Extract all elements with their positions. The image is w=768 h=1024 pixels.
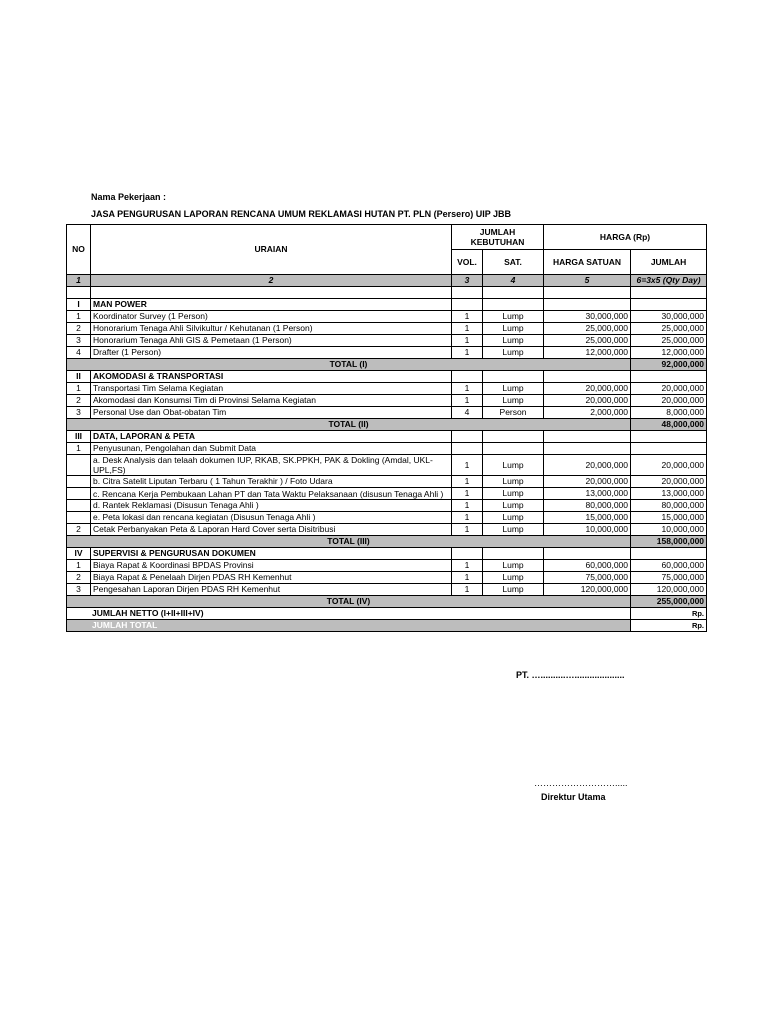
empty-cell (544, 548, 631, 560)
item-volume: 1 (452, 488, 483, 500)
item-unit-price: 10,000,000 (544, 524, 631, 536)
section-number: II (67, 371, 91, 383)
item-description: Akomodasi dan Konsumsi Tim di Provinsi Selama Kegiatan (91, 395, 452, 407)
empty-cell (631, 299, 707, 311)
item-volume: 1 (452, 512, 483, 524)
item-description: Penyusunan, Pengolahan dan Submit Data (91, 443, 452, 455)
item-description: e. Peta lokasi dan rencana kegiatan (Disusun Tenaga Ahli ) (91, 512, 452, 524)
table-row (67, 347, 707, 359)
item-volume: 1 (452, 572, 483, 584)
empty-cell (483, 299, 544, 311)
section-number: III (67, 431, 91, 443)
item-number (67, 488, 91, 500)
table-row (67, 443, 707, 455)
item-volume: 1 (452, 584, 483, 596)
empty-cell (452, 371, 483, 383)
item-description: Transportasi Tim Selama Kegiatan (91, 383, 452, 395)
section-title: MAN POWER (91, 299, 452, 311)
item-unit: Lump (483, 323, 544, 335)
item-unit: Lump (483, 311, 544, 323)
item-amount: 15,000,000 (631, 512, 707, 524)
empty-cell (544, 299, 631, 311)
item-description: Personal Use dan Obat-obatan Tim (91, 407, 452, 419)
netto-currency: Rp. (631, 608, 707, 620)
empty-cell (631, 371, 707, 383)
table-row (67, 395, 707, 407)
section-header-row (67, 431, 707, 443)
grand-total-row (67, 620, 707, 632)
item-volume: 1 (452, 335, 483, 347)
item-unit: Person (483, 407, 544, 419)
item-volume: 1 (452, 323, 483, 335)
netto-row (67, 608, 707, 620)
item-unit (483, 443, 544, 455)
item-volume: 1 (452, 347, 483, 359)
item-amount: 20,000,000 (631, 476, 707, 488)
project-title: JASA PENGURUSAN LAPORAN RENCANA UMUM REKLAMASI HUTAN PT. PLN (Persero) UIP JBB (91, 209, 512, 219)
section-title: AKOMODASI & TRANSPORTASI (91, 371, 452, 383)
empty-cell (483, 371, 544, 383)
budget-table (66, 224, 707, 632)
section-title: DATA, LAPORAN & PETA (91, 431, 452, 443)
section-number: IV (67, 548, 91, 560)
item-unit-price: 12,000,000 (544, 347, 631, 359)
table-row (67, 335, 707, 347)
grand-total-currency: Rp. (631, 620, 707, 632)
section-total-row (67, 359, 707, 371)
item-unit: Lump (483, 524, 544, 536)
section-total-label: TOTAL (III) (67, 536, 631, 548)
item-number (67, 500, 91, 512)
section-title: SUPERVISI & PENGURUSAN DOKUMEN (91, 548, 452, 560)
item-unit: Lump (483, 560, 544, 572)
item-volume: 1 (452, 500, 483, 512)
item-amount: 13,000,000 (631, 488, 707, 500)
table-row (67, 407, 707, 419)
spacer-row (67, 287, 707, 299)
item-unit-price: 15,000,000 (544, 512, 631, 524)
table-row (67, 524, 707, 536)
item-unit-price: 20,000,000 (544, 476, 631, 488)
item-number: 2 (67, 323, 91, 335)
company-placeholder: PT. …..........….................... (516, 670, 625, 680)
table-row (67, 323, 707, 335)
item-amount: 80,000,000 (631, 500, 707, 512)
item-unit: Lump (483, 500, 544, 512)
section-total-value: 255,000,000 (631, 596, 707, 608)
section-total-value: 48,000,000 (631, 419, 707, 431)
signatory-role: Direktur Utama (541, 792, 606, 802)
section-total-row (67, 536, 707, 548)
col-header-jumlah-kebutuhan: JUMLAH KEBUTUHAN (452, 225, 544, 250)
item-volume: 1 (452, 524, 483, 536)
section-total-label: TOTAL (IV) (67, 596, 631, 608)
item-unit: Lump (483, 572, 544, 584)
item-unit-price: 20,000,000 (544, 395, 631, 407)
item-number: 1 (67, 560, 91, 572)
item-unit-price: 80,000,000 (544, 500, 631, 512)
item-amount: 120,000,000 (631, 584, 707, 596)
item-description: Koordinator Survey (1 Person) (91, 311, 452, 323)
item-number: 2 (67, 572, 91, 584)
item-amount: 12,000,000 (631, 347, 707, 359)
item-volume: 1 (452, 455, 483, 476)
item-volume: 1 (452, 311, 483, 323)
item-volume (452, 443, 483, 455)
table-row (67, 584, 707, 596)
item-amount: 10,000,000 (631, 524, 707, 536)
item-unit-price: 20,000,000 (544, 455, 631, 476)
column-index: 1 (67, 275, 91, 287)
item-unit: Lump (483, 476, 544, 488)
empty-cell (544, 371, 631, 383)
table-row (67, 560, 707, 572)
netto-label: JUMLAH NETTO (I+II+III+IV) (67, 608, 631, 620)
col-header-jumlah: JUMLAH (631, 250, 707, 275)
item-description: c. Rencana Kerja Pembukaan Lahan PT dan Tata Waktu Pelaksanaan (disusun Tenaga Ahli ) (91, 488, 452, 500)
section-number: I (67, 299, 91, 311)
item-unit-price: 25,000,000 (544, 323, 631, 335)
col-header-harga: HARGA (Rp) (544, 225, 707, 250)
item-volume: 1 (452, 476, 483, 488)
item-unit: Lump (483, 488, 544, 500)
section-header-row (67, 371, 707, 383)
item-number: 3 (67, 335, 91, 347)
empty-cell (631, 548, 707, 560)
item-unit-price: 13,000,000 (544, 488, 631, 500)
item-unit-price: 20,000,000 (544, 383, 631, 395)
item-number (67, 455, 91, 476)
col-header-uraian: URAIAN (91, 225, 452, 275)
col-header-harga-satuan: HARGA SATUAN (544, 250, 631, 275)
item-amount: 20,000,000 (631, 383, 707, 395)
item-amount: 20,000,000 (631, 455, 707, 476)
section-total-value: 92,000,000 (631, 359, 707, 371)
column-index: 3 (452, 275, 483, 287)
table-row (67, 383, 707, 395)
item-amount: 20,000,000 (631, 395, 707, 407)
empty-cell (544, 431, 631, 443)
item-number: 3 (67, 407, 91, 419)
item-number (67, 476, 91, 488)
item-volume: 1 (452, 383, 483, 395)
table-row (67, 512, 707, 524)
item-description: Drafter (1 Person) (91, 347, 452, 359)
table-row (67, 455, 707, 476)
item-description: Biaya Rapat & Koordinasi BPDAS Provinsi (91, 560, 452, 572)
item-number: 3 (67, 584, 91, 596)
signature-line: ………………………..... (534, 778, 628, 788)
section-header-row (67, 299, 707, 311)
item-unit-price: 25,000,000 (544, 335, 631, 347)
col-header-vol: VOL. (452, 250, 483, 275)
table-row (67, 500, 707, 512)
item-volume: 1 (452, 395, 483, 407)
col-header-no: NO (67, 225, 91, 275)
item-description: Honorarium Tenaga Ahli GIS & Pemetaan (1 Person) (91, 335, 452, 347)
section-header-row (67, 548, 707, 560)
item-volume: 1 (452, 560, 483, 572)
item-amount: 25,000,000 (631, 335, 707, 347)
item-unit: Lump (483, 455, 544, 476)
column-index: 5 (544, 275, 631, 287)
column-index: 6=3x5 (Qty Day) (631, 275, 707, 287)
item-description: Honorarium Tenaga Ahli Silvikultur / Kehutanan (1 Person) (91, 323, 452, 335)
section-total-value: 158,000,000 (631, 536, 707, 548)
item-number (67, 512, 91, 524)
item-unit-price: 2,000,000 (544, 407, 631, 419)
section-total-row (67, 596, 707, 608)
item-unit-price: 75,000,000 (544, 572, 631, 584)
item-unit-price: 60,000,000 (544, 560, 631, 572)
item-volume: 4 (452, 407, 483, 419)
column-index: 4 (483, 275, 544, 287)
item-number: 1 (67, 383, 91, 395)
item-unit: Lump (483, 584, 544, 596)
empty-cell (452, 548, 483, 560)
item-unit: Lump (483, 347, 544, 359)
empty-cell (631, 431, 707, 443)
table-row (67, 572, 707, 584)
col-header-sat: SAT. (483, 250, 544, 275)
item-unit: Lump (483, 335, 544, 347)
table-row (67, 311, 707, 323)
item-unit-price: 30,000,000 (544, 311, 631, 323)
section-total-row (67, 419, 707, 431)
item-amount: 60,000,000 (631, 560, 707, 572)
empty-cell (483, 548, 544, 560)
column-index: 2 (91, 275, 452, 287)
section-total-label: TOTAL (I) (67, 359, 631, 371)
item-description: a. Desk Analysis dan telaah dokumen IUP, RKAB, SK.PPKH, PAK & Dokling (Amdal, UKL-UPL,FS) (91, 455, 452, 476)
item-number: 1 (67, 443, 91, 455)
empty-cell (452, 299, 483, 311)
item-amount: 25,000,000 (631, 323, 707, 335)
item-unit: Lump (483, 383, 544, 395)
item-amount: 30,000,000 (631, 311, 707, 323)
item-number: 1 (67, 311, 91, 323)
section-total-label: TOTAL (II) (67, 419, 631, 431)
empty-cell (483, 431, 544, 443)
item-unit-price: 120,000,000 (544, 584, 631, 596)
item-amount (631, 443, 707, 455)
project-label: Nama Pekerjaan : (91, 192, 167, 202)
item-description: Biaya Rapat & Penelaah Dirjen PDAS RH Kemenhut (91, 572, 452, 584)
table-body (67, 299, 707, 608)
item-unit: Lump (483, 395, 544, 407)
table-row (67, 488, 707, 500)
item-number: 4 (67, 347, 91, 359)
item-description: b. Citra Satelit Liputan Terbaru ( 1 Tahun Terakhir ) / Foto Udara (91, 476, 452, 488)
item-description: Pengesahan Laporan Dirjen PDAS RH Kemenhut (91, 584, 452, 596)
item-amount: 8,000,000 (631, 407, 707, 419)
empty-cell (452, 431, 483, 443)
table-row (67, 476, 707, 488)
item-number: 2 (67, 395, 91, 407)
item-unit: Lump (483, 512, 544, 524)
grand-total-label: JUMLAH TOTAL (67, 620, 631, 632)
item-amount: 75,000,000 (631, 572, 707, 584)
item-description: d. Rantek Reklamasi (Disusun Tenaga Ahli ) (91, 500, 452, 512)
item-unit-price (544, 443, 631, 455)
column-index-row (67, 275, 707, 287)
item-description: Cetak Perbanyakan Peta & Laporan Hard Cover serta Disitribusi (91, 524, 452, 536)
item-number: 2 (67, 524, 91, 536)
